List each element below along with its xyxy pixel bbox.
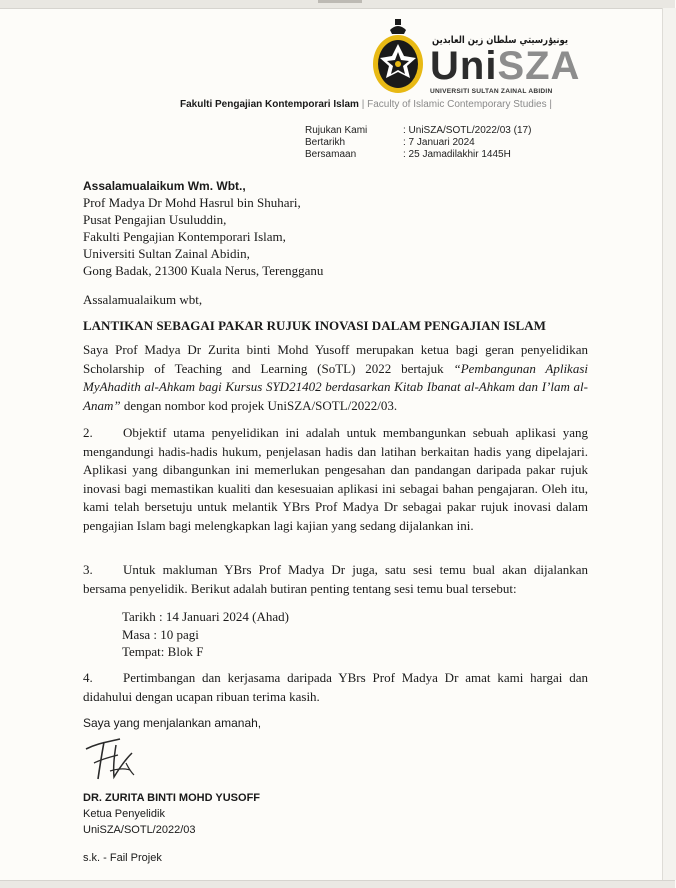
ref-value: : 25 Jamadilakhir 1445H [403,149,511,160]
recipient-line: Pusat Pengajian Usuluddin, [83,212,227,227]
ref-label: Bertarikh [305,137,346,148]
recipient-line: Prof Madya Dr Mohd Hasrul bin Shuhari, [83,195,301,210]
paragraph-number: 3. [83,562,93,577]
arabic-university-name-text: يونيۏرسيتي سلطان زين العابدين [432,35,569,46]
detail-date: Tarikh : 14 Januari 2024 (Ahad) [122,609,289,624]
faculty-english: Faculty of Islamic Contemporary Studies | [367,99,552,110]
detail-time: Masa : 10 pagi [122,626,199,642]
signature-image [80,733,150,787]
page-edge-bottom [0,880,675,888]
interview-details [122,608,289,661]
recipient-line: Gong Badak, 21300 Kuala Nerus, Terengganu [83,263,324,278]
signatory-name: DR. ZURITA BINTI MOHD YUSOFF [83,792,261,804]
paragraph-2: 2. Objektif utama penyelidikan ini adalah untuk membangunkan sebuah aplikasi yang mengandungi hadis-hadis hukum, penjelasan hadis dan latihan berkaitan hadis yang dipelajari. Aplikasi yang dibangunkan ini memerlukan pengesahan dan pandangan daripada pakar rujuk inovasi bagi memastikan kualiti dan kesesuaian aplikasi ini sebagai bahan pengajaran. Oleh itu, kami telah bersetuju untuk melantik YBrs Prof Madya Dr sebagai pakar rujuk inovasi dalam pengajian Islam bagi melengkapkan lagi kajian yang sedang dijalankan ini. [83,425,588,533]
signatory-position: Ketua Penyelidik [83,808,165,820]
university-logo [368,18,581,100]
letter-title: LANTIKAN SEBAGAI PAKAR RUJUK INOVASI DALAM PENGAJIAN ISLAM [83,318,546,333]
page-edge-top [0,0,675,9]
ref-value: : 7 Januari 2024 [403,137,475,148]
ref-value: : UniSZA/SOTL/2022/03 (17) [403,125,532,136]
greeting: Assalamualaikum wbt, [83,292,203,307]
ref-label: Bersamaan [305,149,357,160]
paragraph-1: Saya Prof Madya Dr Zurita binti Mohd Yusoff merupakan ketua bagi geran penyelidikan Scholarship of Teaching and Learning (SoTL) 2022 bertajuk “Pembangunan Aplikasi MyAhadith al-Ahkam bagi Kursus SYD21402 berdasarkan Kitab Ibanat al-Ahkam dan I’lam al-Anam” dengan nombor kod projek UniSZA/SOTL/2022/03. [83,342,588,413]
paragraph-4: 4. Pertimbangan dan kerjasama daripada YBrs Prof Madya Dr amat kami hargai dan didahului dengan ucapan ribuan terima kasih. [83,670,588,704]
recipient-line: Universiti Sultan Zainal Abidin, [83,246,250,261]
salutation: Assalamualaikum Wm. Wbt., [83,179,246,193]
crest-icon [370,18,426,96]
cc-note: s.k. - Fail Projek [83,852,162,864]
paragraph-number: 2. [83,425,93,440]
recipient-line: Fakulti Pengajian Kontemporari Islam, [83,229,286,244]
signatory-code: UniSZA/SOTL/2022/03 [83,824,196,836]
paragraph-number: 4. [83,670,93,685]
faculty-line [180,99,552,110]
unisza-wordmark: UniSZA [430,44,581,88]
detail-place: Tempat: Blok F [122,644,204,659]
university-name: UNIVERSITI SULTAN ZAINAL ABIDIN [430,88,553,95]
paragraph-3: 3. Untuk makluman YBrs Prof Madya Dr juga, satu sesi temu bual akan dijalankan bersama penyelidik. Berikut adalah butiran penting tentang sesi temu bual tersebut: [83,562,588,596]
project-title: “Pembangunan Aplikasi MyAhadith al-Ahkam bagi Kursus SYD21402 berdasarkan Kitab Ibanat al-Ahkam dan I’lam al-Anam” [83,360,588,413]
closing: Saya yang menjalankan amanah, [83,716,262,730]
ref-label: Rujukan Kami [305,125,368,136]
faculty-malay: Fakulti Pengajian Kontemporari Islam [180,99,359,110]
page-edge-right [662,8,676,880]
faculty-separator: | [361,99,365,110]
